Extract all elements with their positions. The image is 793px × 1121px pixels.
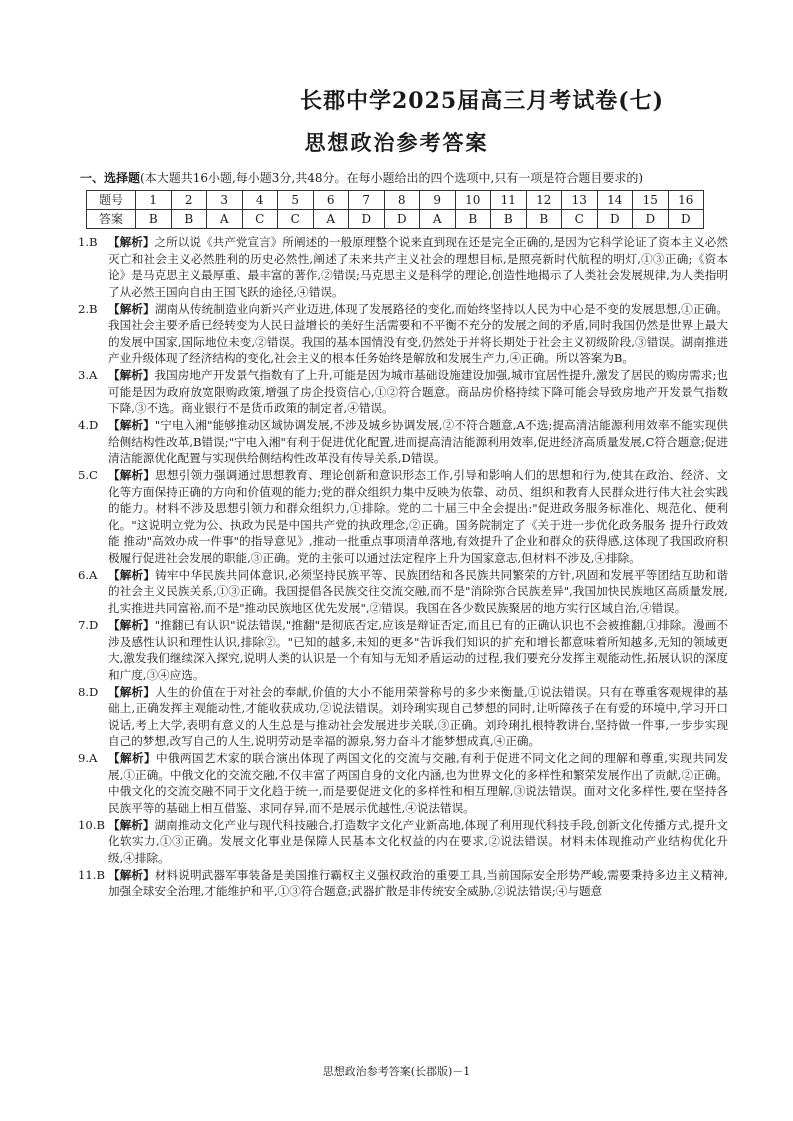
item-body — [108, 567, 728, 617]
section-label: 一、选择题 — [80, 171, 141, 185]
analysis-tag: 【解析】 — [108, 301, 155, 316]
answer-table — [86, 190, 704, 229]
answer-explanations — [78, 234, 728, 901]
item-number: 1.B — [78, 235, 98, 249]
item-body — [108, 684, 728, 750]
explanation-item — [78, 234, 728, 300]
explanation-item — [78, 867, 728, 900]
item-number: 6.A — [78, 567, 98, 582]
item-number: 8.D — [78, 684, 99, 699]
item-number: 2.B — [78, 301, 98, 316]
item-body — [108, 467, 728, 566]
analysis-tag: 【解析】 — [108, 418, 155, 433]
answer-cell: D — [349, 210, 385, 229]
answer-cell: C — [242, 210, 278, 229]
answer-cell: B — [136, 210, 172, 229]
item-body — [108, 234, 728, 300]
question-number-cell: 13 — [562, 191, 598, 210]
analysis-tag: 【解析】 — [108, 368, 155, 383]
explanation-item — [78, 567, 728, 617]
analysis-tag: 【解析】 — [108, 618, 155, 633]
item-number: 4.D — [78, 418, 99, 433]
item-body — [108, 367, 728, 417]
item-number: 3.A — [78, 368, 98, 383]
item-number: 11.B — [78, 867, 105, 882]
question-number-cell: 9 — [420, 191, 456, 210]
explanation-item — [78, 750, 728, 816]
analysis-text: 湖南从传统制造业向新兴产业迈进,体现了发展路径的变化,而始终坚持以人民为中心是不变的发展思想,①正确。我国社会主要矛盾已经转变为人民日益增长的美好生活需要和不平衡不充分的发展之间的矛盾,同时我国仍然是世界上最大的发展中国家,国际地位未变,②错误。我国的基本国情没有变,仍然处于并将长期处于社会主义初级阶段,③错误。湖南推进产业升级体现了经济结构的变化,社会主义的根本任务始终是解放和发展生产力,④正确。所以答案为B。 — [108, 301, 728, 366]
question-number-cell: 12 — [526, 191, 562, 210]
analysis-tag: 【解析】 — [108, 684, 156, 699]
answer-cell: B — [455, 210, 491, 229]
item-body — [108, 301, 728, 367]
item-number: 9.A — [78, 751, 98, 766]
answer-cell: A — [313, 210, 349, 229]
answer-cell: D — [633, 210, 669, 229]
answer-table-answer-row — [87, 210, 704, 229]
explanation-item — [78, 817, 728, 867]
explanation-item — [78, 617, 728, 683]
item-body — [108, 750, 728, 816]
answer-cell: D — [384, 210, 420, 229]
answer-cell: D — [668, 210, 704, 229]
item-number: 10.B — [78, 817, 105, 832]
analysis-text: 我国房地产开发景气指数有了上升,可能是因为城市基础设施建设加强,城市宜居性提升,激发了居民的购房需求;也可能是因为政府放宽限购政策,增强了房企投资信心,①②符合题意。商品房价格持续下降可能会导致房地产开发景气指数下降,③不选。商业银行不是货币政策的制定者,④错误。 — [108, 368, 728, 416]
analysis-tag: 【解析】 — [108, 867, 155, 882]
answer-cell: B — [491, 210, 527, 229]
explanation-item — [78, 367, 728, 417]
question-number-cell: 1 — [136, 191, 172, 210]
row-label-answer: 答案 — [87, 210, 136, 229]
answer-cell: D — [597, 210, 633, 229]
answer-cell: B — [171, 210, 207, 229]
analysis-tag: 【解析】 — [108, 751, 157, 766]
analysis-tag: 【解析】 — [108, 235, 155, 249]
item-body — [108, 617, 728, 683]
analysis-text: 中俄两国艺术家的联合演出体现了两国文化的交流与交融,有利于促进不同文化之间的理解和尊重,实现共同发展,①正确。中俄文化的交流交融,不仅丰富了两国自身的文化内涵,也为世界文化的多样性和繁荣发展作出了贡献,②正确。中俄文化的交流交融不同于文化趋于统一,而是要促进文化的多样性和相互理解,③说法错误。面对文化多样性,要在坚持各民族平等的基础上相互借鉴、求同存异,而不是展示优越性,④说法错误。 — [108, 751, 728, 815]
analysis-text: 材料说明武器军事装备是美国推行霸权主义强权政治的重要工具,当前国际安全形势严峻,需要秉持多边主义精神,加强全球安全治理,才能维护和平,①③符合题意;武器扩散是非传统安全威胁,②说法错误;④与题意 — [108, 867, 728, 899]
explanation-item — [78, 684, 728, 750]
explanation-item — [78, 417, 728, 467]
item-body — [108, 417, 728, 467]
answer-cell: C — [562, 210, 598, 229]
section-heading — [80, 170, 720, 186]
analysis-text: 人生的价值在于对社会的奉献,价值的大小不能用荣誉称号的多少来衡量,①说法错误。只有在尊重客观规律的基础上,正确发挥主观能动性,才能收获成功,②说法错误。刘玲琍实现自己梦想的同时,让听障孩子在有爱的环境中,学习开口说话,考上大学,表明有意义的人生总是与推动社会发展进步关联,③正确。刘玲琍扎根特教讲台,坚持做一件事,一步步实现自己的梦想,改写自己的人生,说明劳动是幸福的源泉,努力奋斗才能梦想成真,④正确。 — [108, 684, 728, 749]
question-number-cell: 4 — [242, 191, 278, 210]
question-number-cell: 2 — [171, 191, 207, 210]
answer-cell: C — [278, 210, 314, 229]
question-number-cell: 3 — [207, 191, 243, 210]
analysis-text: 之所以说《共产党宣言》所阐述的一般原理整个说来直到现在还是完全正确的,是因为它科学论证了资本主义必然灭亡和社会主义必然胜利的历史必然性,阐述了未来共产主义社会的理想目标,是照亮新时代航程的明灯,①③正确;《资本论》是马克思主义最厚重、最丰富的著作,②错误;马克思主义是科学的理论,创造性地揭示了人类社会发展规律,为人类指明了从必然王国向自由王国飞跃的途径,④错误。 — [108, 235, 728, 299]
analysis-text: 湖南推动文化产业与现代科技融合,打造数字文化产业新高地,体现了利用现代科技手段,创新文化传播方式,提升文化软实力,①③正确。发展文化事业是保障人民基本文化权益的内在要求,②说法错误。材料未体现推动产业结构优化升级,④排除。 — [108, 817, 728, 865]
explanation-item — [78, 301, 728, 367]
item-number: 5.C — [78, 468, 98, 483]
question-number-cell: 5 — [278, 191, 314, 210]
analysis-text: 思想引领力强调通过思想教育、理论创新和意识形态工作,引导和影响人们的思想和行为,使其在政治、经济、文化等方面保持正确的方向和价值观的能力;党的群众组织力集中反映为依靠、动员、组织和教育人民群众进行伟大社会实践的能力。材料不涉及思想引领力和群众组织力,①排除。党的二十届三中全会提出:"促进政务服务标准化、规范化、便利化。"这说明立党为公、执政为民是中国共产党的执政理念,②正确。国务院制定了《关于进一步优化政务服务 提升行政效能 推动"高效办成一件事"的指导意见》,推动一批重点事项清单落地,有效提升了企业和群众的获得感,这体现了我国政府积极履行促进社会发展的职能,③正确。党的主张可以通过法定程序上升为国家意志,但材料不涉及,④排除。 — [108, 468, 728, 565]
analysis-text: 铸牢中华民族共同体意识,必须坚持民族平等、民族团结和各民族共同繁荣的方针,巩固和发展平等团结互助和谐的社会主义民族关系,①③正确。我国提倡各民族交往交流交融,而不是"消除弥合民族差异",我国加快民族地区高质量发展,扎实推进共同富裕,而不是"推动民族地区优先发展",②错误。我国在各少数民族聚居的地方实行区域自治,④错误。 — [108, 567, 728, 615]
analysis-tag: 【解析】 — [108, 468, 156, 483]
analysis-tag: 【解析】 — [108, 817, 155, 832]
question-number-cell: 16 — [668, 191, 704, 210]
item-body — [108, 867, 728, 900]
answer-cell: A — [207, 210, 243, 229]
answer-cell: B — [526, 210, 562, 229]
explanation-item — [78, 467, 728, 566]
analysis-tag: 【解析】 — [108, 567, 156, 582]
school-title: 长郡中学2025届高三月考试卷(七) — [300, 88, 665, 114]
page-footer: 思想政治参考答案(长郡版)－1 — [322, 1065, 471, 1078]
question-number-cell: 6 — [313, 191, 349, 210]
answer-table-number-row — [87, 191, 704, 210]
question-number-cell: 15 — [633, 191, 669, 210]
answer-cell: A — [420, 210, 456, 229]
page-title: 思想政治参考答案 — [304, 130, 489, 155]
section-description: (本大题共16小题,每小题3分,共48分。在每小题给出的四个选项中,只有一项是符合题目要求的) — [140, 171, 643, 185]
analysis-text: "宁电入湘"能够推动区域协调发展,不涉及城乡协调发展,②不符合题意,A不选;提高清洁能源利用效率不能实现供给侧结构性改革,B错误;"宁电入湘"有利于促进优化配置,进而提高清洁能源利用效率,促进经济高质量发展,C符合题意;促进清洁能源优化配置与实现供给侧结构性改革没有传导关系,D错误。 — [108, 418, 728, 466]
question-number-cell: 10 — [455, 191, 491, 210]
item-number: 7.D — [78, 618, 99, 633]
question-number-cell: 8 — [384, 191, 420, 210]
question-number-cell: 11 — [491, 191, 527, 210]
question-number-cell: 7 — [349, 191, 385, 210]
question-number-cell: 14 — [597, 191, 633, 210]
row-label-number: 题号 — [87, 191, 136, 210]
analysis-text: "推翻已有认识"说法错误,"推翻"是彻底否定,应该是辩证否定,而且已有的正确认识也不会被推翻,①排除。漫画不涉及感性认识和理性认识,排除②。"已知的越多,未知的更多"告诉我们知识的扩充和增长都意味着所知越多,无知的领域更大,激发我们继续深入探究,说明人类的认识是一个有知与无知矛盾运动的过程,我们要充分发挥主观能动性,拓展认识的深度和广度,③④应选。 — [108, 618, 728, 682]
item-body — [108, 817, 728, 867]
